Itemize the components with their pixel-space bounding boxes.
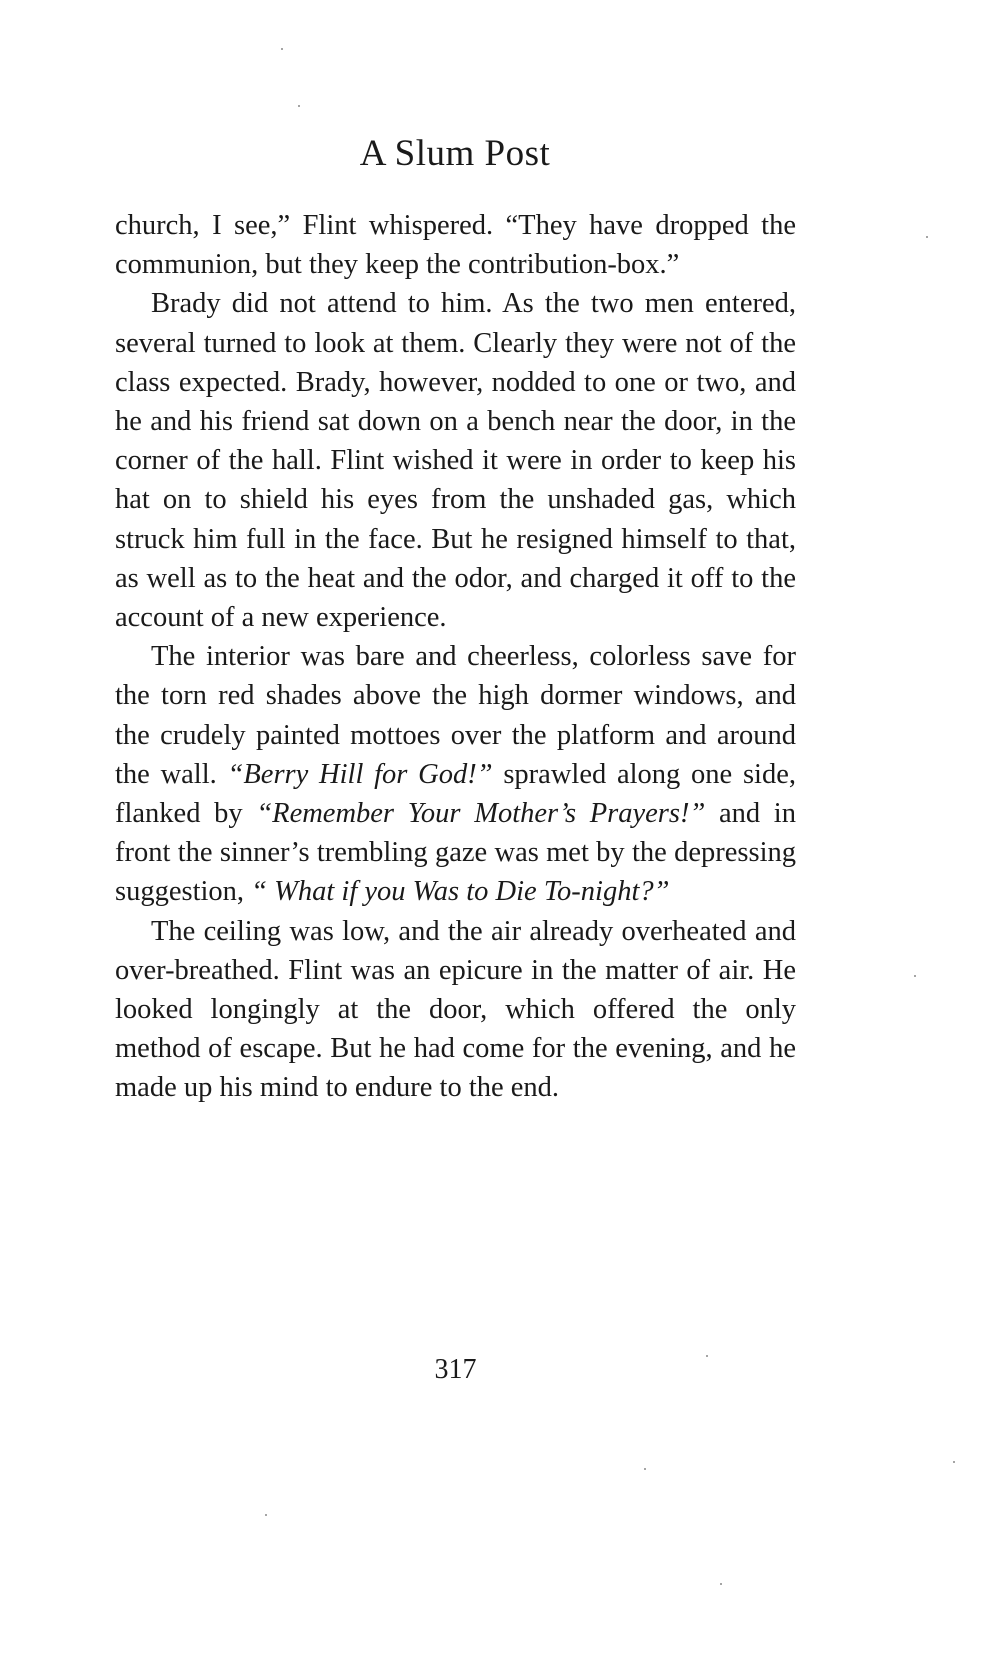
italic-motto: “ What if you Was to Die To-night?” — [251, 876, 670, 908]
scan-speck — [281, 48, 283, 50]
page-number: 317 — [434, 1354, 477, 1385]
running-title: A Slum Post — [359, 133, 551, 174]
scan-speck — [298, 105, 300, 107]
text-run: The ceiling was low, and the air already overheated and over-breathed. Flint was an epicure in the matter of air. He looked longingly at the door, which offered the only method of escape. But he had come for the evening, and he made up his mind to endure to the end. — [115, 915, 796, 1104]
text-run: and in front the sinner’s trembling gaze was met by the depressing suggestion, — [115, 798, 796, 908]
paragraph — [115, 284, 796, 637]
text-run: Brady did not attend to him. As the two men entered, several turned to look at them. Clearly they were not of the class expected. Brady, however, nodded to one or two, and he and his friend sat down on a bench near the door, in the corner of the hall. Flint wished it were in order to keep his hat on to shield his eyes from the unshaded gas, which struck him full in the face. But he resigned himself to that, as well as to the heat and the odor, and charged it off to the account of a new experience. — [115, 288, 796, 634]
scan-speck — [926, 236, 928, 238]
text-run: church, I see,” Flint whispered. “They have dropped the communion, but they keep the contribution-box.” — [115, 210, 796, 281]
paragraph — [115, 637, 796, 911]
scan-speck — [914, 975, 916, 977]
scan-speck — [265, 1514, 267, 1516]
scan-speck — [644, 1468, 646, 1470]
paragraph — [115, 206, 796, 284]
text-run: sprawled along one side, flanked by — [115, 758, 796, 830]
italic-motto: “Remember Your Mother’s Prayers!” — [256, 798, 706, 830]
scan-speck — [953, 1461, 955, 1463]
text-run: The interior was bare and cheerless, colorless save for the torn red shades above the high dormer windows, and the crudely painted mottoes over the platform and around the wall. — [115, 641, 796, 790]
paragraph — [115, 912, 796, 1108]
scan-speck — [720, 1583, 722, 1585]
scan-speck — [706, 1355, 708, 1357]
italic-motto: “Berry Hill for God!” — [227, 758, 493, 790]
body-text — [115, 206, 796, 1108]
